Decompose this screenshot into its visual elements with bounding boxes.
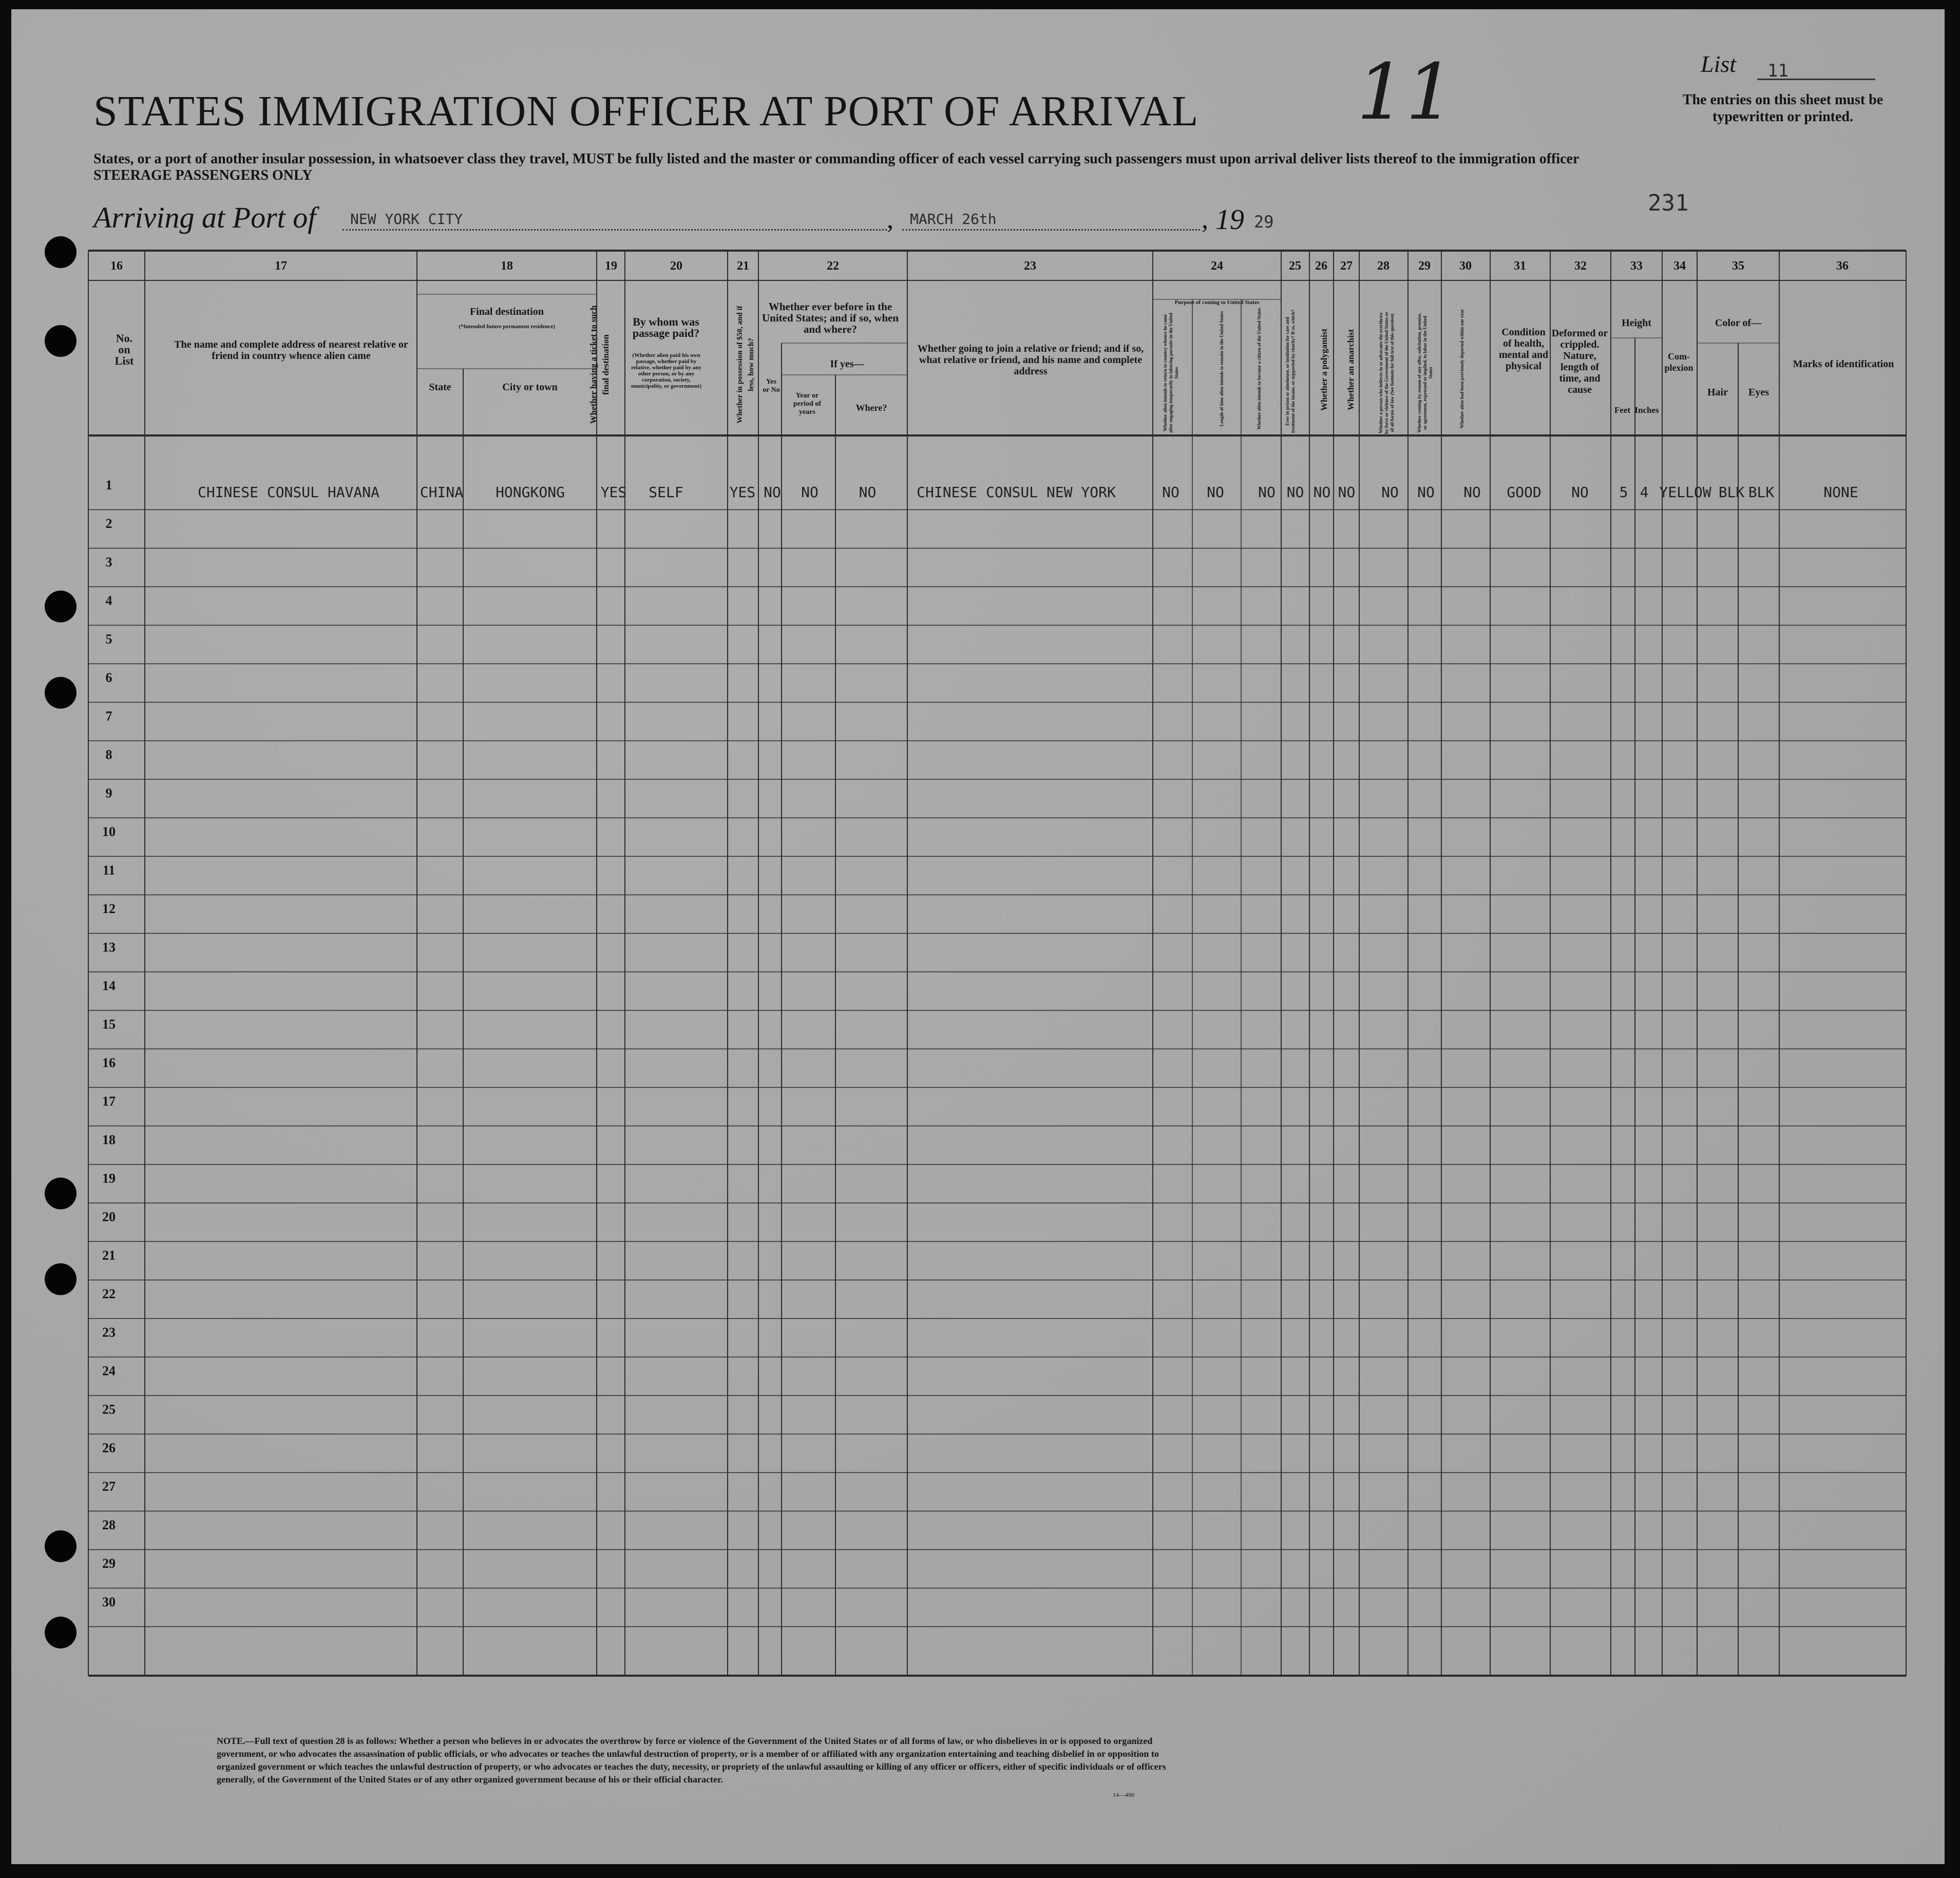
header-purpose-c: Whether alien intends to become a citizen of the United States — [1257, 308, 1262, 430]
row-number: 14 — [102, 978, 116, 993]
cell-30: NO — [1463, 484, 1481, 501]
header-purpose: Purpose of coming to United States — [1174, 299, 1260, 306]
header-marks: Marks of identification — [1793, 358, 1894, 370]
column-number: 17 — [275, 259, 287, 273]
header-inches: Inches — [1634, 405, 1659, 415]
row-number: 4 — [105, 593, 112, 608]
cell-26: NO — [1313, 484, 1331, 501]
header-q29: Whether coming by reason of any offer, solicitation, promise, or agreement, expressed or implied, to labor in the United States — [1417, 313, 1433, 433]
row-number: 3 — [105, 555, 112, 570]
column-number: 22 — [827, 259, 839, 273]
handwritten-list-number: 11 — [1357, 48, 1455, 137]
header-purpose-a: Whether alien intends to return to country whence he came after engaging temporarily in laboring pursuits in the United States — [1163, 313, 1179, 433]
cell-29: NO — [1417, 484, 1435, 501]
column-number: 24 — [1211, 259, 1223, 273]
cell-24b: NO — [1207, 484, 1224, 501]
row-number: 12 — [102, 901, 116, 916]
column-number: 18 — [501, 259, 513, 273]
manifest-sheet — [11, 9, 1945, 1864]
cell-24c: NO — [1258, 484, 1276, 501]
row-number: 21 — [102, 1248, 116, 1263]
cell-feet: 5 — [1619, 484, 1628, 501]
column-number: 28 — [1377, 259, 1390, 273]
row-number: 29 — [102, 1556, 116, 1571]
header-eyes: Eyes — [1748, 387, 1769, 398]
row-number: 9 — [105, 786, 112, 801]
header-relative: The name and complete address of nearest relative or friend in country whence alien came — [174, 339, 408, 362]
cell-marks: NONE — [1823, 484, 1858, 501]
header-anarchist: Whether an anarchist — [1346, 329, 1356, 411]
row-number: 20 — [102, 1209, 116, 1224]
header-ticket: Whether having a ticket to such final destination — [588, 305, 611, 424]
arriving-label: Arriving at Port of — [93, 201, 316, 234]
row-number: 2 — [105, 516, 112, 531]
column-number: 30 — [1459, 259, 1472, 273]
cell-27: NO — [1338, 484, 1356, 501]
list-label: List — [1701, 51, 1737, 77]
steerage-label: STEERAGE PASSENGERS ONLY — [93, 167, 313, 183]
row-number: 25 — [102, 1402, 116, 1417]
header-prison: Ever in prison or almshouse, or institution for care and treatment of the insane, or supported by charity? If so, which? — [1285, 310, 1296, 433]
header-no-on-list: No. on List — [115, 332, 134, 367]
row-number: 10 — [102, 824, 116, 839]
cell-joining: CHINESE CONSUL NEW YORK — [917, 484, 1116, 501]
cell-relative: CHINESE CONSUL HAVANA — [197, 484, 379, 501]
row-number: 6 — [105, 670, 112, 685]
column-number: 20 — [670, 259, 682, 273]
row-number: 17 — [102, 1094, 116, 1109]
cell-24a: NO — [1162, 484, 1179, 501]
intro-text: States, or a port of another insular possession, in whatsoever class they travel, MUST be fully listed and the master or commanding officer of each vessel carrying such passengers must upon arrival deliver lists thereof to the immigration officer — [93, 151, 1580, 167]
cell-before: NO — [764, 484, 781, 501]
cell-year: NO — [801, 484, 819, 501]
row-number: 13 — [102, 940, 116, 955]
column-number: 23 — [1024, 259, 1036, 273]
port-value: NEW YORK CITY — [350, 211, 463, 227]
header-complexion: Com-plexion — [1664, 351, 1693, 373]
cell-hair: BLK — [1718, 484, 1745, 501]
row-number: 24 — [102, 1363, 116, 1378]
header-state: State — [429, 382, 451, 393]
cell-state: CHINA — [420, 484, 464, 501]
column-number: 36 — [1836, 259, 1849, 273]
cell-inches: 4 — [1640, 484, 1649, 501]
column-number: 29 — [1418, 259, 1431, 273]
row-number: 8 — [105, 747, 112, 762]
row-number: 5 — [105, 632, 112, 647]
row-number: 18 — [102, 1132, 116, 1147]
column-number: 19 — [605, 259, 617, 273]
page-number: 231 — [1648, 190, 1689, 216]
header-health: Condition of health, mental and physical — [1498, 327, 1549, 372]
row-number: 16 — [102, 1055, 116, 1070]
row-number: 30 — [102, 1595, 116, 1609]
row-number: 11 — [102, 863, 116, 878]
header-feet: Feet — [1614, 405, 1631, 415]
cell-complexion: YELLOW — [1659, 484, 1711, 501]
column-number: 34 — [1673, 259, 1686, 273]
header-city: City or town — [502, 382, 558, 393]
cell-28: NO — [1381, 484, 1399, 501]
column-number: 35 — [1732, 259, 1744, 273]
row-number: 7 — [105, 709, 112, 724]
header-q30: Whether alien had been previously deported within one year — [1459, 309, 1464, 429]
row-number: 26 — [102, 1440, 116, 1455]
year-prefix: 19 — [1215, 204, 1244, 236]
column-number: 21 — [737, 259, 749, 273]
form-code: 14—490 — [1113, 1791, 1134, 1798]
cell-where: NO — [859, 484, 877, 501]
row-number: 15 — [102, 1017, 116, 1032]
column-number: 25 — [1289, 259, 1301, 273]
cell-eyes: BLK — [1748, 484, 1775, 501]
header-passage-note: (Whether alien paid his own passage, whether paid by relative, whether paid by any other person, or by any corporation, society, municipality, or government) — [631, 352, 701, 389]
typewritten-instruction: The entries on this sheet must be typewritten or printed. — [1682, 92, 1883, 125]
page-title: STATES IMMIGRATION OFFICER AT PORT OF ARRIVAL — [93, 87, 1199, 135]
header-purpose-b: Length of time alien intends to remain in the United States — [1219, 311, 1224, 427]
cell-passage: SELF — [649, 484, 683, 501]
header-year-period: Year or period of years — [793, 392, 822, 416]
header-deformed: Deformed or crippled. Nature, length of time, and cause — [1551, 328, 1608, 395]
header-final-destination: Final destination — [470, 306, 544, 317]
column-number: 33 — [1630, 259, 1643, 273]
row-number: 27 — [102, 1479, 116, 1494]
separator-comma: , — [1202, 205, 1208, 234]
manifest-grid — [11, 9, 1945, 1864]
row-number: 22 — [102, 1286, 116, 1301]
list-number: 11 — [1767, 61, 1788, 81]
header-money: Whether in possession of $50, and if less, how much? — [736, 306, 755, 424]
row-number: 1 — [105, 478, 112, 492]
column-number: 26 — [1315, 259, 1327, 273]
row-number: 23 — [102, 1325, 116, 1340]
header-passage: By whom was passage paid? — [632, 315, 700, 339]
cell-deformed: NO — [1571, 484, 1589, 501]
header-height: Height — [1622, 317, 1651, 329]
column-number: 16 — [110, 259, 123, 273]
separator-comma: , — [887, 205, 893, 234]
cell-ticket: YES — [600, 484, 627, 501]
header-where: Where? — [855, 403, 887, 413]
header-joining: Whether going to join a relative or friend; and if so, what relative or friend, and his name and complete address — [917, 343, 1144, 377]
header-hair: Hair — [1707, 387, 1728, 398]
cell-city: HONGKONG — [496, 484, 565, 501]
header-if-yes: If yes— — [830, 358, 864, 370]
arrival-date: MARCH 26th — [910, 211, 997, 227]
footnote-question-28: NOTE.—Full text of question 28 is as follows: Whether a person who believes in or advocates the overthrow by force or violence of the Government of the United States or of all forms of law, or who disbelieves in or is opposed to organized government, or who advocates the assassination of public officials, or who advocates or teaches the unlawful destruction of property, or is a member of or affiliated with any organization entertaining and teaching disbelief in or opposition to organized government or which teaches the unlawful destruction of property, or who advocates or teaches the duty, necessity, or propriety of the unlawful assaulting or killing of any officer or officers, either of specific individuals or of officers generally, of the Government of the United States or of any other organized government because of his or their official character. — [217, 1736, 1166, 1785]
header-q28: Whether a person who believes in or advocates the overthrow by force or violence of the Government of the United States or of all forms of law (See footnote for full text of this question) — [1378, 312, 1395, 434]
header-polygamist: Whether a polygamist — [1319, 328, 1329, 411]
row-number: 19 — [102, 1171, 116, 1186]
header-yes-no: Yes or No — [763, 378, 780, 394]
cell-25: NO — [1286, 484, 1304, 501]
column-number: 27 — [1340, 259, 1353, 273]
column-number: 32 — [1574, 259, 1587, 273]
header-color-of: Color of— — [1715, 317, 1762, 329]
header-before: Whether ever before in the United States; and if so, when and where? — [762, 300, 899, 335]
cell-health: GOOD — [1507, 484, 1542, 501]
cell-money: YES — [729, 484, 756, 501]
row-number: 28 — [102, 1517, 116, 1532]
header-final-destination-note: (*Intended future permanent residence) — [459, 324, 555, 330]
year-suffix: 29 — [1254, 212, 1274, 232]
column-number: 31 — [1514, 259, 1526, 273]
